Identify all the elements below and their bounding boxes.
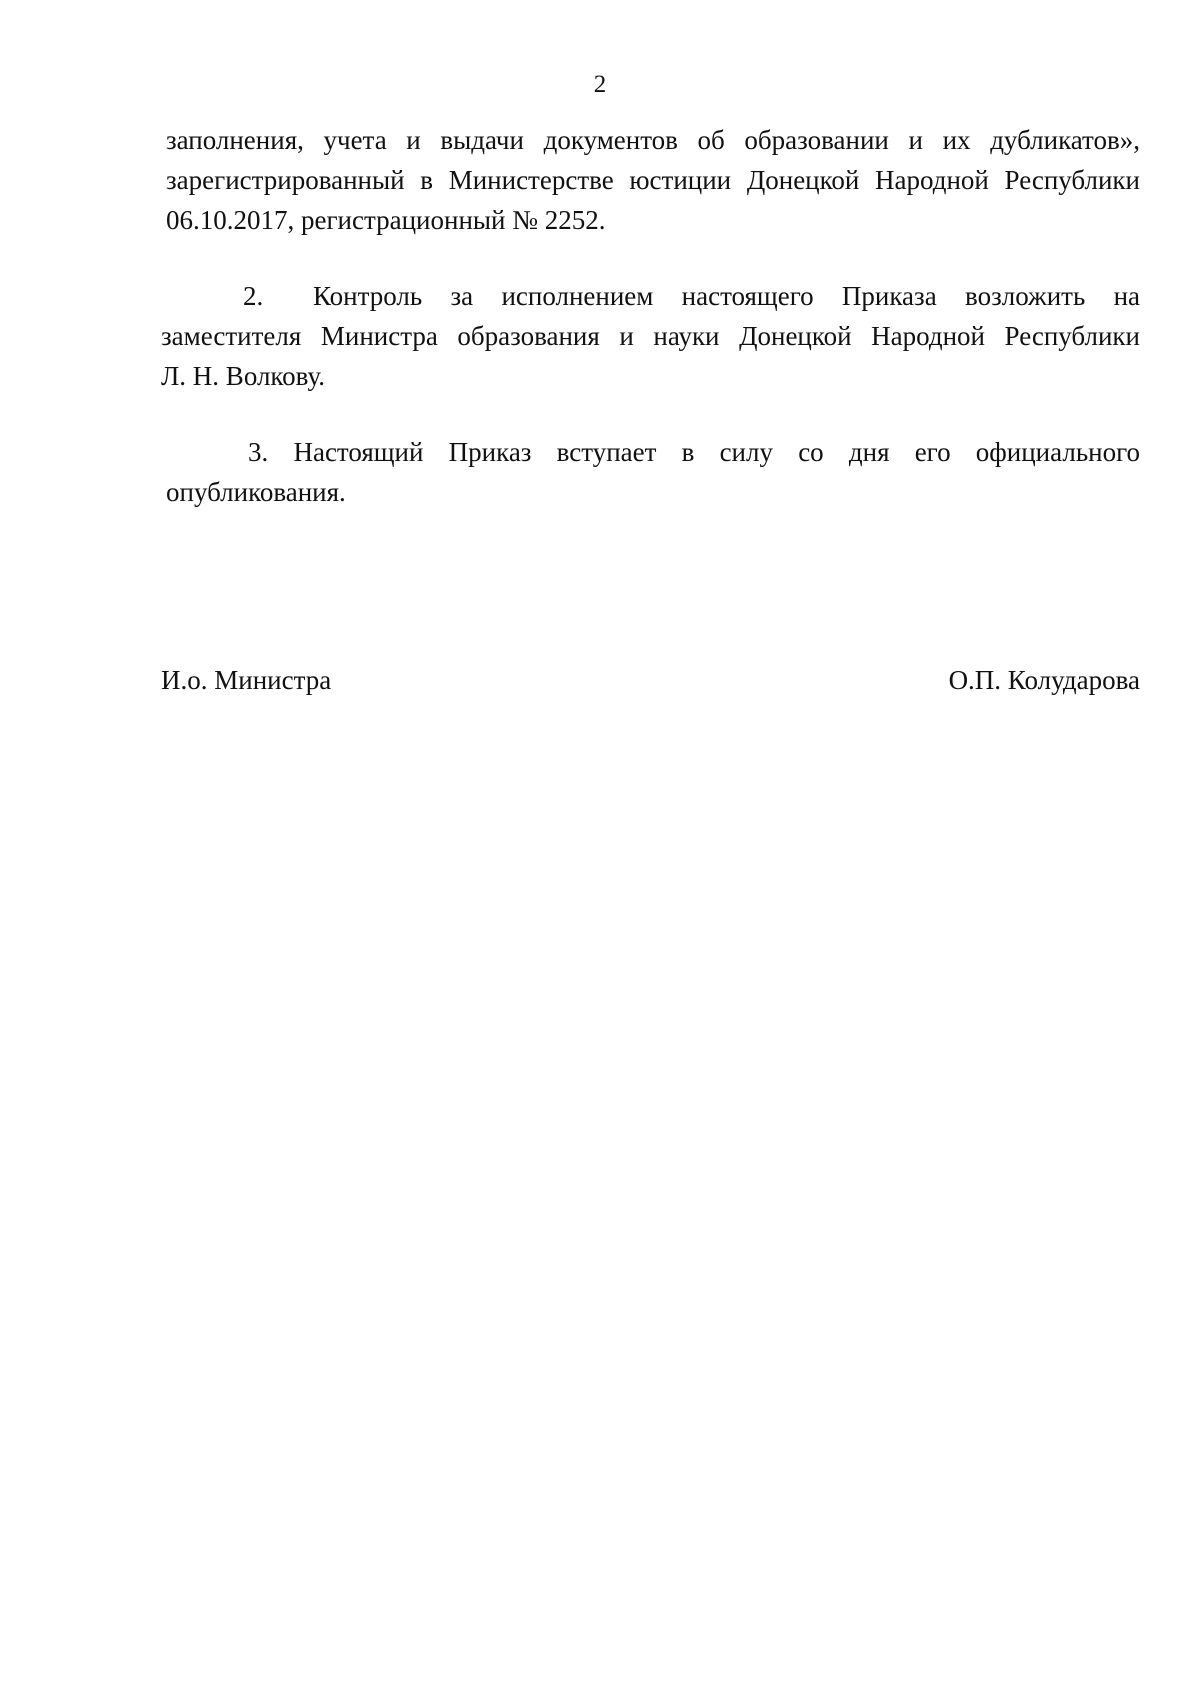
paragraph-number: 2. [243, 281, 264, 311]
signature-block [161, 660, 1140, 700]
paragraph-line [161, 276, 1140, 316]
paragraph-line-text: Контроль за исполнением настоящего Приказа возложить на [313, 281, 1140, 311]
signatory-name: О.П. Колударова [948, 665, 1140, 695]
page-number: 2 [593, 71, 607, 98]
paragraph-line: 3. Настоящий Приказ вступает в силу со дня его официального [248, 437, 1140, 467]
paragraph-continued [166, 120, 1140, 240]
paragraph-line: Л. Н. Волкову. [161, 361, 326, 391]
signatory-position: И.о. Министра [161, 665, 332, 695]
paragraph-line: зарегистрированный в Министерстве юстиции Донецкой Народной Республики [166, 165, 1140, 195]
paragraph-3 [166, 432, 1140, 512]
paragraph-line: заместителя Министра образования и науки Донецкой Народной Республики [161, 321, 1140, 351]
paragraph-line: 06.10.2017, регистрационный № 2252. [166, 205, 606, 235]
paragraph-line: опубликования. [166, 477, 346, 507]
paragraph-2 [161, 276, 1140, 396]
paragraph-line: заполнения, учета и выдачи документов об образовании и их дубликатов», [166, 125, 1140, 155]
